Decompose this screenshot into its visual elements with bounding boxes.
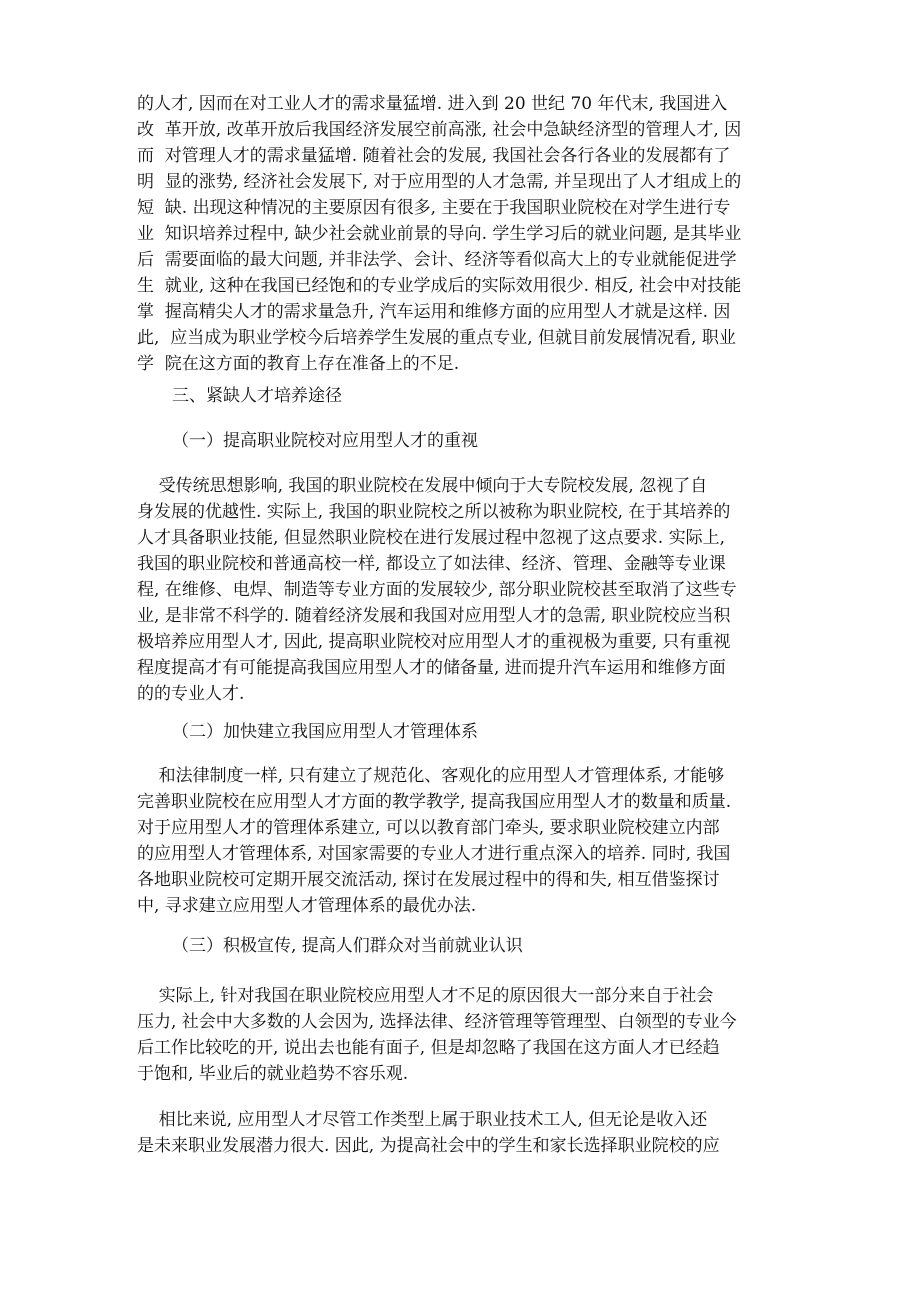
text-line: 业, 是非常不科学的. 随着经济发展和我国对应用型人才的急需, 职业院校应当积 bbox=[137, 606, 731, 626]
text-line: 学 院在这方面的教育上存在准备上的不足. bbox=[137, 354, 460, 374]
text-line: 的的专业人才. bbox=[137, 684, 245, 704]
text-line: 的人才, 因而在对工业人才的需求量猛增. 进入到 20 世纪 70 年代末, 我国进入 bbox=[137, 94, 728, 114]
text-line: 掌 握高精尖人才的需求量急升, 汽车运用和维修方面的应用型人才就是这样. 因 bbox=[137, 302, 731, 322]
subsection-heading: （一）提高职业院校对应用型人才的重视 bbox=[172, 431, 478, 451]
text-line: 的应用型人才管理体系, 对国家需要的专业人才进行重点深入的培养. 同时, 我国 bbox=[137, 844, 731, 864]
text-line: 而 对管理人才的需求量猛增. 随着社会的发展, 我国社会各行各业的发展都有了 bbox=[137, 146, 731, 166]
text-line: 中, 寻求建立应用型人才管理体系的最优办法. bbox=[137, 896, 477, 916]
section-heading: 三、紧缺人才培养途径 bbox=[172, 386, 342, 406]
text-line: 业 知识培养过程中, 缺少社会就业前景的导向. 学生学习后的就业问题, 是其毕业 bbox=[137, 224, 742, 244]
text-line: 各地职业院校可定期开展交流活动, 探讨在发展过程中的得和失, 相互借鉴探讨 bbox=[137, 870, 720, 890]
text-line: 我国的职业院校和普通高校一样, 都设立了如法律、经济、管理、金融等专业课 bbox=[137, 554, 726, 574]
text-line: 短 缺. 出现这种情况的主要原因有很多, 主要在于我国职业院校在对学生进行专 bbox=[137, 198, 731, 218]
text-line: 后 需要面临的最大问题, 并非法学、会计、经济等看似高大上的专业就能促进学 bbox=[137, 250, 737, 270]
text-line: 此, 应当成为职业学校今后培养学生发展的重点专业, 但就目前发展情况看, 职业 bbox=[137, 328, 736, 348]
text-line: 人才具备职业技能, 但显然职业院校在进行发展过程中忽视了这点要求. 实际上, bbox=[137, 528, 726, 548]
text-line: 改 革开放, 改革开放后我国经济发展空前高涨, 社会中急缺经济型的管理人才, 因 bbox=[137, 120, 742, 140]
text-line: 和法律制度一样, 只有建立了规范化、客观化的应用型人才管理体系, 才能够 bbox=[137, 766, 725, 786]
subsection-heading: （二）加快建立我国应用型人才管理体系 bbox=[172, 722, 478, 742]
text-line: 相比来说, 应用型人才尽管工作类型上属于职业技术工人, 但无论是收入还 bbox=[137, 1110, 708, 1130]
text-line: 压力, 社会中大多数的人会因为, 选择法律、经济管理等管理型、白领型的专业今 bbox=[137, 1012, 737, 1032]
text-line: 生 就业, 这种在我国已经饱和的专业学成后的实际效用很少. 相反, 社会中对技能 bbox=[137, 276, 742, 296]
text-line: 极培养应用型人才, 因此, 提高职业院校对应用型人才的重视极为重要, 只有重视 bbox=[137, 632, 731, 652]
text-line: 程度提高才有可能提高我国应用型人才的储备量, 进而提升汽车运用和维修方面 bbox=[137, 658, 726, 678]
text-line: 后工作比较吃的开, 说出去也能有面子, 但是却忽略了我国在这方面人才已经趋 bbox=[137, 1038, 720, 1058]
text-line: 对于应用型人才的管理体系建立, 可以以教育部门牵头, 要求职业院校建立内部 bbox=[137, 818, 720, 838]
subsection-heading: （三）积极宣传, 提高人们群众对当前就业认识 bbox=[172, 936, 523, 956]
text-line: 程, 在维修、电焊、制造等专业方面的发展较少, 部分职业院校甚至取消了这些专 bbox=[137, 580, 737, 600]
text-line: 是未来职业发展潜力很大. 因此, 为提高社会中的学生和家长选择职业院校的应 bbox=[137, 1136, 720, 1156]
text-line: 完善职业院校在应用型人才方面的教学教学, 提高我国应用型人才的数量和质量. bbox=[137, 792, 732, 812]
text-line: 于饱和, 毕业后的就业趋势不容乐观. bbox=[137, 1064, 409, 1084]
text-line: 实际上, 针对我国在职业院校应用型人才不足的原因很大一部分来自于社会 bbox=[137, 986, 714, 1006]
text-line: 明 显的涨势, 经济社会发展下, 对于应用型的人才急需, 并呈现出了人才组成上的 bbox=[137, 172, 742, 192]
text-line: 受传统思想影响, 我国的职业院校在发展中倾向于大专院校发展, 忽视了自 bbox=[137, 476, 708, 496]
text-line: 身发展的优越性. 实际上, 我国的职业院校之所以被称为职业院校, 在于其培养的 bbox=[137, 502, 731, 522]
